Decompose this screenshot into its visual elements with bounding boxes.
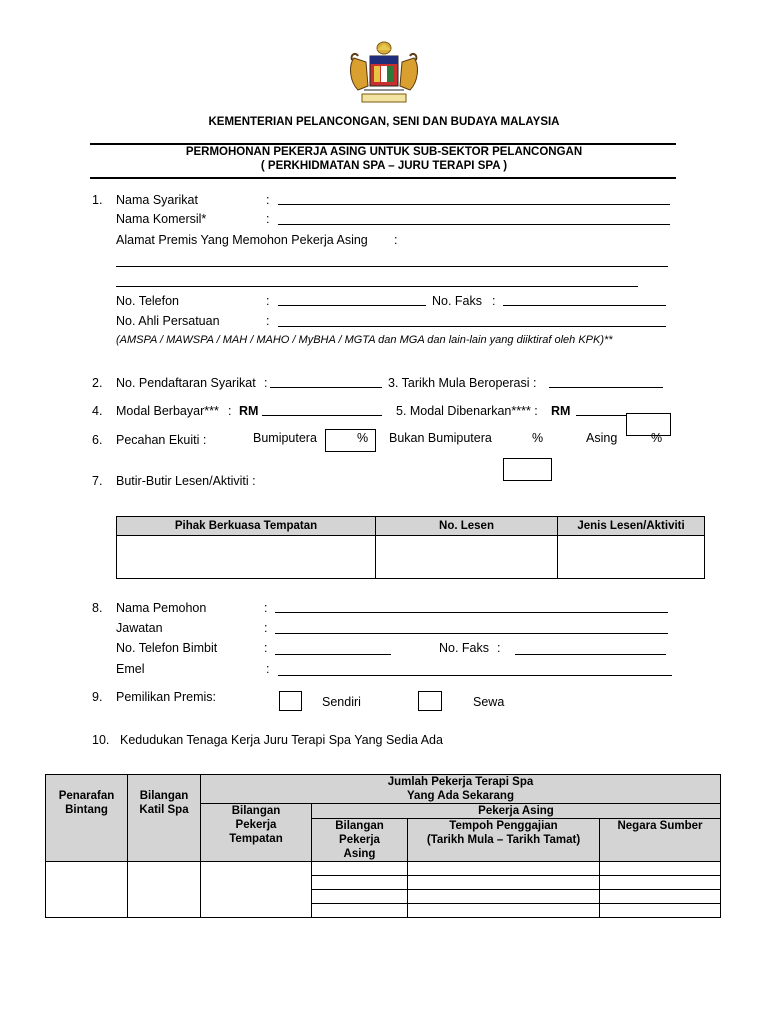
alamat-field-line2[interactable] [116,286,638,287]
colon: : [394,233,398,247]
tenaga-kerja-table [45,774,721,918]
header-bilangan-katil: Bilangan Katil Spa [128,775,201,862]
faks-label: No. Faks [432,294,483,308]
modal-berbayar-field[interactable] [262,415,382,416]
header-no-lesen: No. Lesen [376,517,558,536]
percent-sign: % [651,431,663,445]
cell-bilangan-katil[interactable] [128,862,201,918]
section1-number: 1. [92,193,103,207]
telefon-bimbit-field[interactable] [275,654,391,655]
form-title-line1: PERMOHONAN PEKERJA ASING UNTUK SUB-SEKTOR PELANCONGAN [185,146,583,158]
lesen-table [116,516,705,579]
nama-komersil-label: Nama Komersil* [116,212,207,226]
cell-negara[interactable] [600,904,721,918]
percent-sign: % [357,431,369,445]
cell-jenis-lesen[interactable] [558,536,705,579]
section7-number: 7. [92,474,103,488]
persatuan-note: (AMSPA / MAWSPA / MAH / MAHO / MyBHA / MGTA dan MGA dan lain-lain yang diiktiraf oleh KPK)** [116,334,613,346]
cell-penarafan[interactable] [46,862,128,918]
asing-label: Asing [586,431,618,445]
section8-number: 8. [92,601,103,615]
header-top-rule [90,143,676,145]
colon: : [266,662,270,676]
cell-bilangan-asing[interactable] [312,904,408,918]
tarikh-mula-field[interactable] [549,387,663,388]
nama-syarikat-field[interactable] [278,204,670,205]
header-bilangan-asing: Bilangan Pekerja Asing [312,819,408,862]
nama-komersil-field[interactable] [278,224,670,225]
header-jumlah-pekerja: Jumlah Pekerja Terapi Spa Yang Ada Sekarang [201,775,721,804]
telefon-bimbit-label: No. Telefon Bimbit [116,641,218,655]
colon: : [264,376,268,390]
nama-pemohon-label: Nama Pemohon [116,601,207,615]
header-negara-sumber: Negara Sumber [600,819,721,862]
modal-dibenarkan-label: 5. Modal Dibenarkan**** : [396,404,538,418]
cell-tempoh[interactable] [408,904,600,918]
colon: : [266,212,270,226]
cell-bilangan-asing[interactable] [312,862,408,876]
tarikh-mula-label: 3. Tarikh Mula Beroperasi : [388,376,537,390]
form-title-line2: ( PERKHIDMATAN SPA – JURU TERAPI SPA ) [260,160,508,172]
coat-of-arms-icon [344,40,424,106]
header-bottom-rule [90,177,676,179]
alamat-field-line1[interactable] [116,266,668,267]
colon: : [266,294,270,308]
ahli-persatuan-field[interactable] [278,326,666,327]
header-tempoh-penggajian: Tempoh Penggajian (Tarikh Mula – Tarikh Tamat) [408,819,600,862]
ahli-persatuan-label: No. Ahli Persatuan [116,314,220,328]
cell-bilangan-asing[interactable] [312,876,408,890]
sendiri-checkbox[interactable] [279,691,302,711]
cell-negara[interactable] [600,862,721,876]
cell-tempoh[interactable] [408,862,600,876]
sewa-checkbox[interactable] [418,691,442,711]
colon: : [497,641,501,655]
colon: : [228,404,232,418]
extra-box[interactable] [503,458,552,481]
jawatan-label: Jawatan [116,621,163,635]
header-pihak-berkuasa: Pihak Berkuasa Tempatan [117,517,376,536]
no-pendaftaran-field[interactable] [270,387,382,388]
cell-pihak-berkuasa[interactable] [117,536,376,579]
pemohon-faks-label: No. Faks [439,641,490,655]
bumiputera-label: Bumiputera [253,431,317,445]
modal-berbayar-label: Modal Berbayar*** [116,404,219,418]
percent-sign: % [532,431,544,445]
butir-lesen-label: Butir-Butir Lesen/Aktiviti : [116,474,256,488]
emel-field[interactable] [278,675,672,676]
modal-dibenarkan-rm: RM [551,404,571,418]
sewa-label: Sewa [473,695,505,709]
alamat-label: Alamat Premis Yang Memohon Pekerja Asing [116,233,368,247]
colon: : [264,641,268,655]
cell-no-lesen[interactable] [376,536,558,579]
cell-negara[interactable] [600,890,721,904]
header-bilangan-tempatan: Bilangan Pekerja Tempatan [201,804,312,862]
cell-tempoh[interactable] [408,890,600,904]
kedudukan-label: Kedudukan Tenaga Kerja Juru Terapi Spa Yang Sedia Ada [120,733,443,747]
telefon-field[interactable] [278,305,426,306]
telefon-label: No. Telefon [116,294,180,308]
modal-berbayar-rm: RM [239,404,259,418]
header-jenis-lesen: Jenis Lesen/Aktiviti [558,517,705,536]
section6-number: 6. [92,433,103,447]
colon: : [266,193,270,207]
pemilikan-premis-label: Pemilikan Premis: [116,690,217,704]
section9-number: 9. [92,690,103,704]
header-pekerja-asing: Pekerja Asing [312,804,721,819]
bukan-bumiputera-label: Bukan Bumiputera [389,431,492,445]
cell-tempoh[interactable] [408,876,600,890]
cell-negara[interactable] [600,876,721,890]
header-penarafan: Penarafan Bintang [46,775,128,862]
cell-bilangan-asing[interactable] [312,890,408,904]
colon: : [264,601,268,615]
ministry-name: KEMENTERIAN PELANCONGAN, SENI DAN BUDAYA MALAYSIA [208,116,560,128]
asing-percent-box[interactable] [626,413,671,436]
section10-number: 10. [92,733,110,747]
emel-label: Emel [116,662,145,676]
faks-field[interactable] [503,305,666,306]
nama-syarikat-label: Nama Syarikat [116,193,198,207]
sendiri-label: Sendiri [322,695,361,709]
colon: : [492,294,496,308]
section4-number: 4. [92,404,103,418]
colon: : [266,314,270,328]
pemohon-faks-field[interactable] [515,654,666,655]
jawatan-field[interactable] [275,633,668,634]
section2-number: 2. [92,376,103,390]
bumiputera-percent-box[interactable] [325,429,376,452]
nama-pemohon-field[interactable] [275,612,668,613]
no-pendaftaran-label: No. Pendaftaran Syarikat [116,376,256,390]
colon: : [264,621,268,635]
pecahan-ekuiti-label: Pecahan Ekuiti : [116,433,207,447]
cell-bilangan-tempatan[interactable] [201,862,312,918]
